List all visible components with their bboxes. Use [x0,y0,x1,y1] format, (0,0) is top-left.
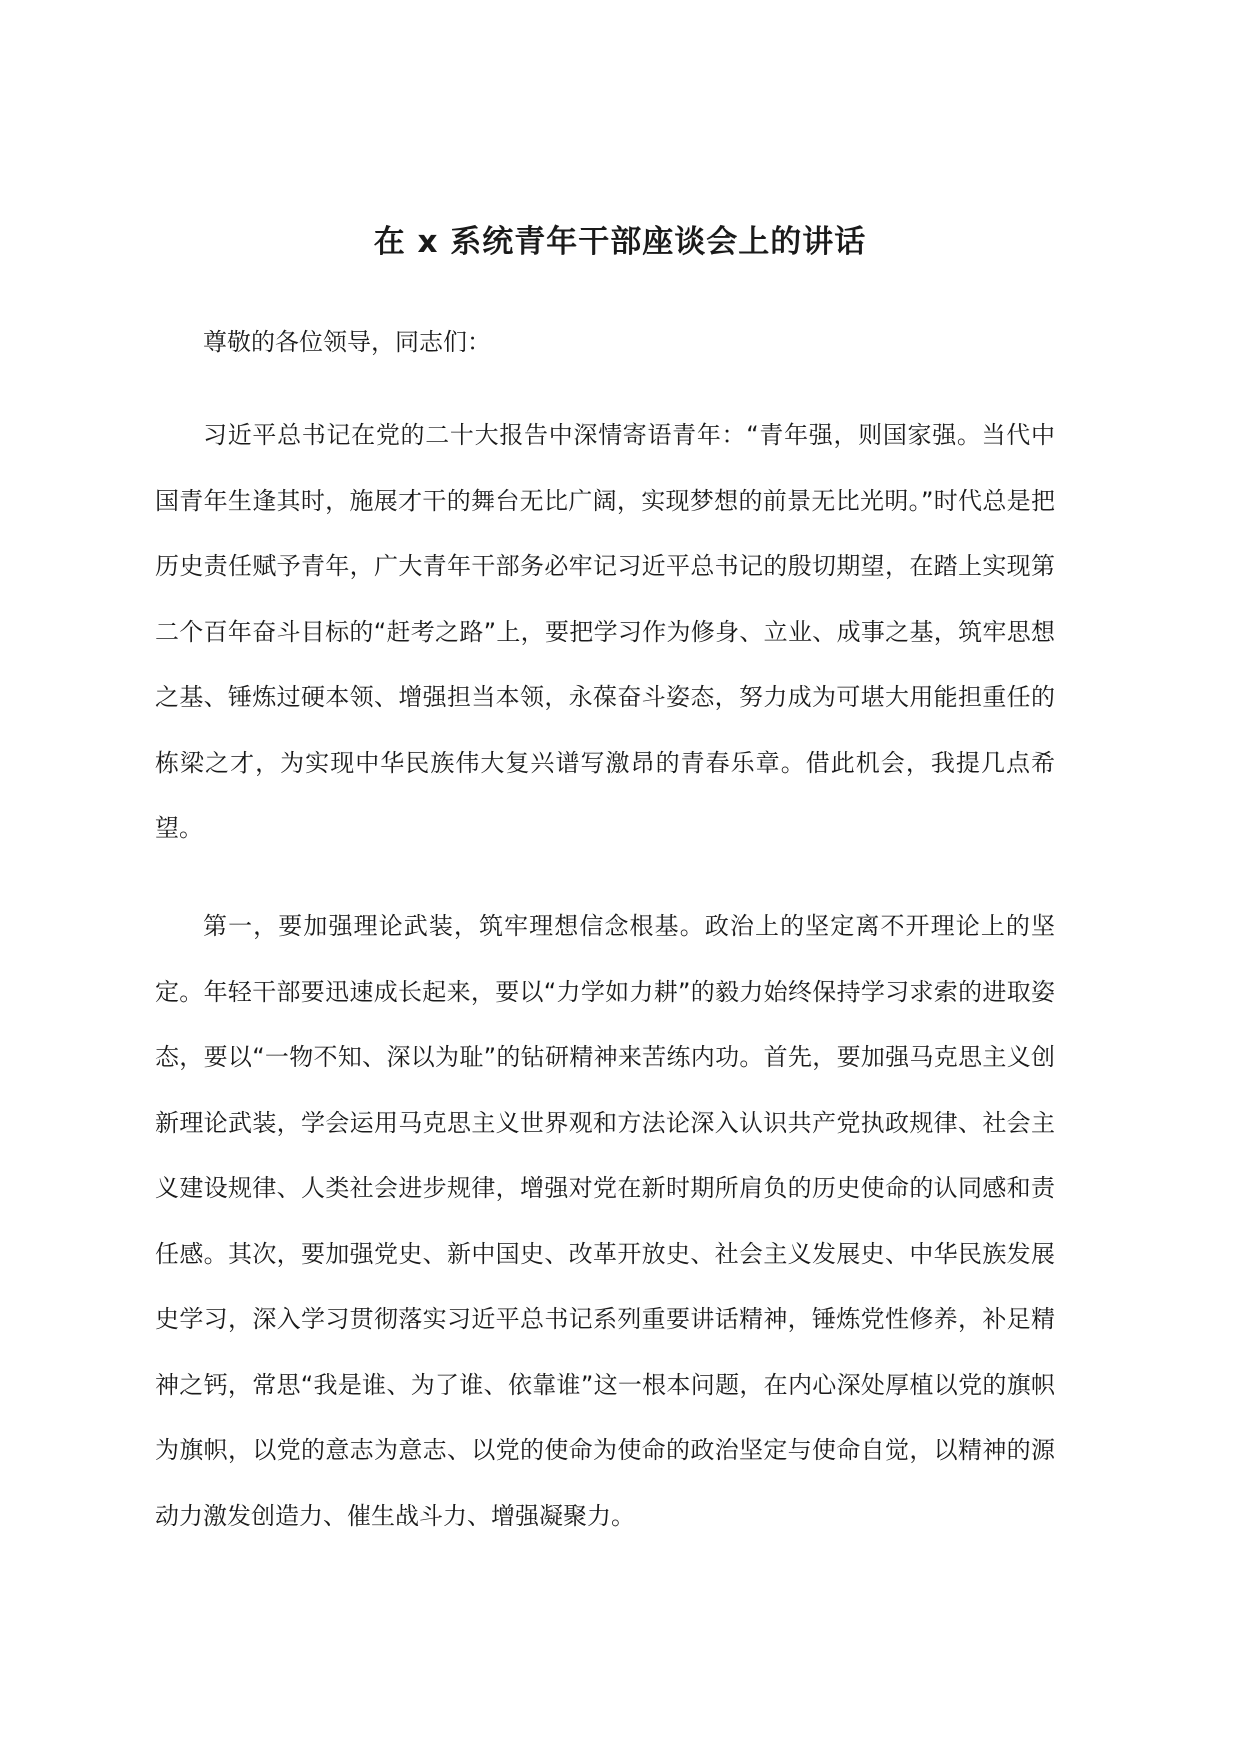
paragraph-intro: 习近平总书记在党的二十大报告中深情寄语青年：“青年强，则国家强。当代中国青年生逢其时，施展才干的舞台无比广阔，实现梦想的前景无比光明。”时代总是把历史责任赋予青年，广大青年干部务必牢记习近平总书记的殷切期望，在踏上实现第二个百年奋斗目标的“赶考之路”上，要把学习作为修身、立业、成事之基，筑牢思想之基、锤炼过硬本领、增强担当本领，永葆奋斗姿态，努力成为可堪大用能担重任的栋梁之才，为实现中华民族伟大复兴谱写激昂的青春乐章。借此机会，我提几点希望。 [155,421,1055,842]
document-title: 在 x 系统青年干部座谈会上的讲话 [373,224,867,260]
paragraph-first-point: 第一，要加强理论武装，筑牢理想信念根基。政治上的坚定离不开理论上的坚定。年轻干部要迅速成长起来，要以“力学如力耕”的毅力始终保持学习求索的进取姿态，要以“一物不知、深以为耻”的钻研精神来苦练内功。首先，要加强马克思主义创新理论武装，学会运用马克思主义世界观和方法论深入认识共产党执政规律、社会主义建设规律、人类社会进步规律，增强对党在新时期所肩负的历史使命的认同感和责任感。其次，要加强党史、新中国史、改革开放史、社会主义发展史、中华民族发展史学习，深入学习贯彻落实习近平总书记系列重要讲话精神，锤炼党性修养，补足精神之钙，常思“我是谁、为了谁、依靠谁”这一根本问题，在内心深处厚植以党的旗帜为旗帜，以党的意志为意志、以党的使命为使命的政治坚定与使命自觉，以精神的源动力激发创造力、催生战斗力、增强凝聚力。 [155,912,1055,1530]
salutation: 尊敬的各位领导，同志们： [203,328,491,356]
